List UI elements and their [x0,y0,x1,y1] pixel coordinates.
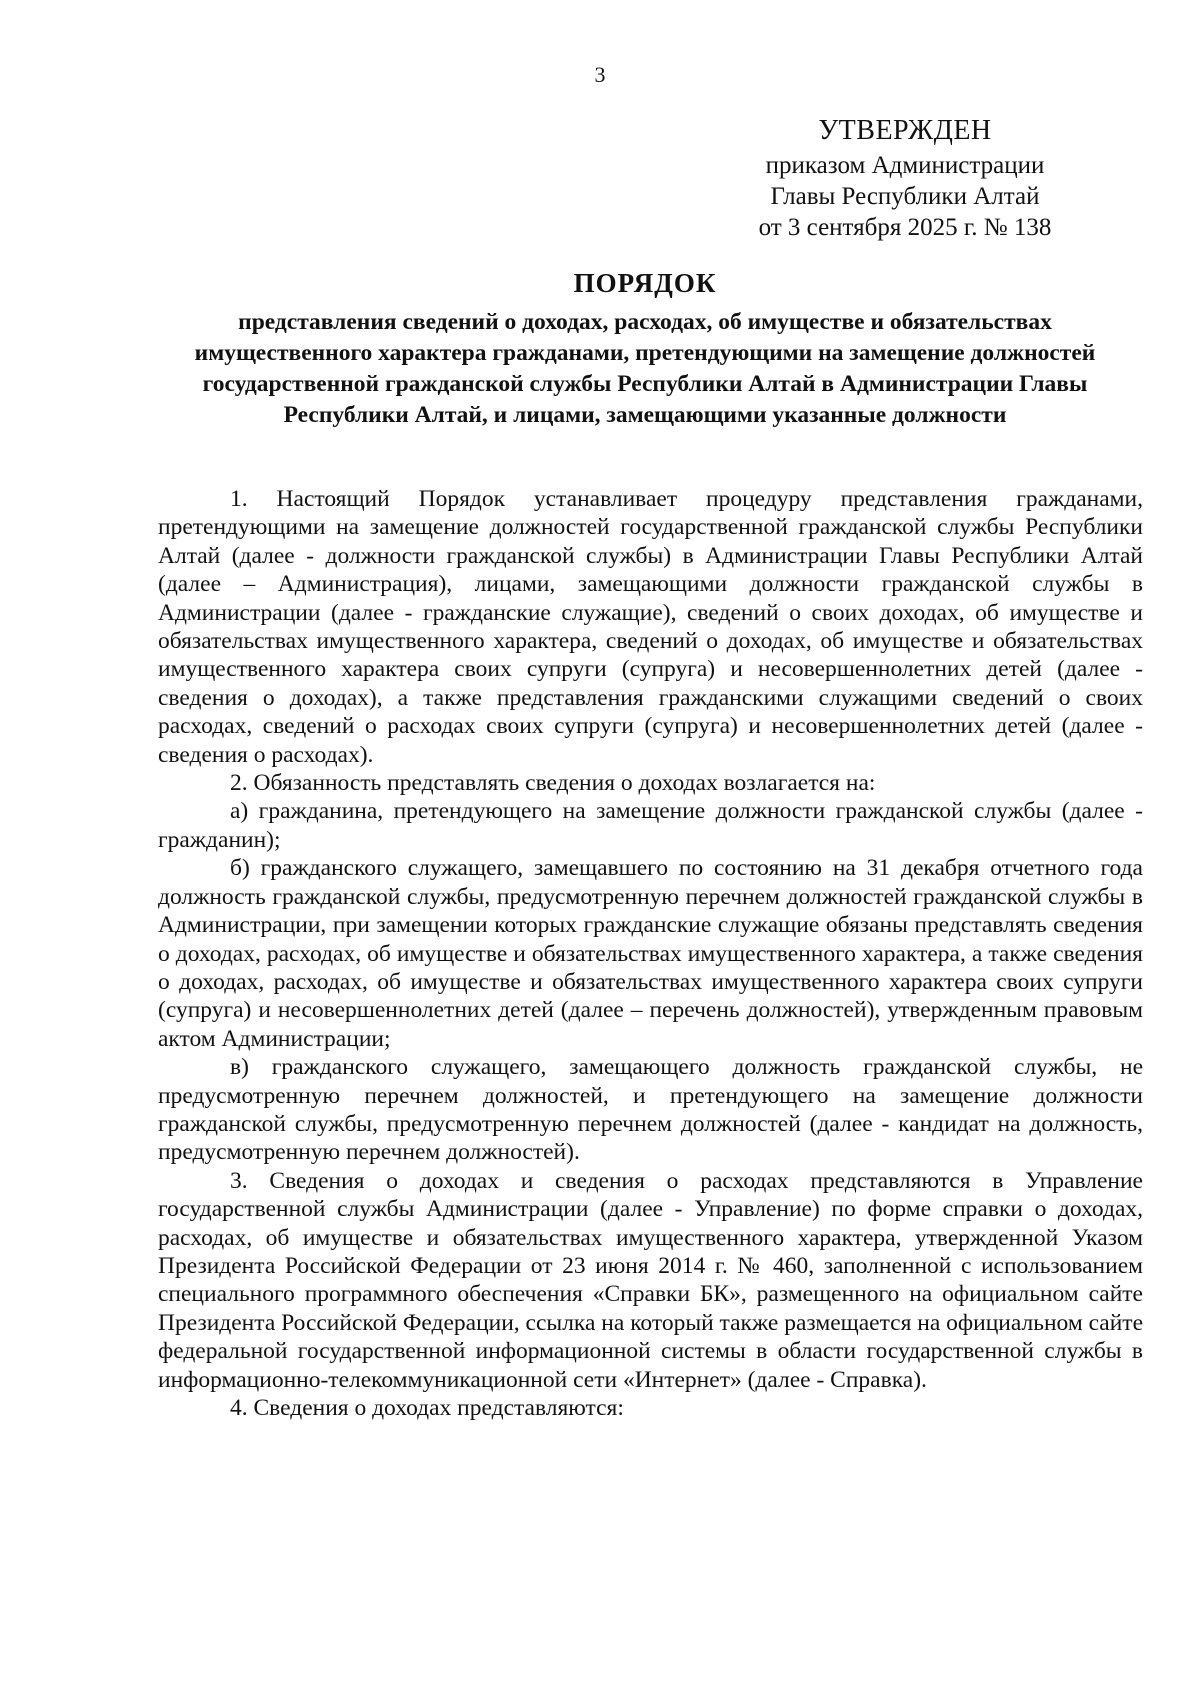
paragraph-4: 4. Сведения о доходах представляются: [230,1395,624,1421]
approval-line-2: Главы Республики Алтай [770,183,1040,210]
page-number: 3 [594,62,606,87]
approval-title: УТВЕРЖДЕН [818,115,992,146]
document-subtitle: представления сведений о доходах, расходах, об имуществе и обязательствах имущественного характера гражданами, претендующими на замещение должностей государственной гражданской службы Республики Алтай в Администрации Главы Республики Алтай, и лицами, замещающими указанные должности [194,309,1096,428]
approval-block [740,115,1070,243]
approval-line-1: приказом Администрации [765,152,1045,179]
paragraph-2b: б) гражданского служащего, замещавшего по состоянию на 31 декабря отчетного года должность гражданской службы, предусмотренную перечнем должностей гражданской службы в Администрации, при замещении которых гражданские служащие обязаны представлять сведения о доходах, расходах, об имуществе и обязательствах имущественного характера, а также сведения о доходах, расходах, об имуществе и обязательствах имущественного характера своих супруги (супруга) и несовершеннолетних детей (далее – перечень должностей), утвержденным правовым актом Администрации; [158,855,1143,1052]
paragraph-2a: а) гражданина, претендующего на замещение должности гражданской службы (далее - гражданин); [158,798,1143,853]
paragraph-1: 1. Настоящий Порядок устанавливает процедуру представления гражданами, претендующими на замещение должностей государственной гражданской службы Республики Алтай (далее - должности гражданской службы) в Администрации Главы Республики Алтай (далее – Администрация), лицами, замещающими должности гражданской службы в Администрации (далее - гражданские служащие), сведений о своих доходах, об имуществе и обязательствах имущественного характера, сведений о доходах, об имуществе и обязательствах имущественного характера своих супруги (супруга) и несовершеннолетних детей (далее - сведения о доходах), а также представления гражданскими служащими сведений о своих расходах, сведений о расходах своих супруги (супруга) и несовершеннолетних детей (далее - сведения о расходах). [158,486,1143,768]
document-title: ПОРЯДОК [573,268,717,298]
paragraph-2c: в) гражданского служащего, замещающего должность гражданской службы, не предусмотренную перечнем должностей, и претендующего на замещение должности гражданской службы, предусмотренную перечнем должностей (далее - кандидат на должность, предусмотренную перечнем должностей). [158,1054,1143,1166]
paragraph-3: 3. Сведения о доходах и сведения о расходах представляются в Управление государственной службы Администрации (далее - Управление) по форме справки о доходах, расходах, об имуществе и обязательствах имущественного характера, утвержденной Указом Президента Российской Федерации от 23 июня 2014 г. № 460, заполненной с использованием специального программного обеспечения «Справки БК», размещенного на официальном сайте Президента Российской Федерации, ссылка на который также размещается на официальном сайте федеральной государственной информационной системы в области государственной службы в информационно-телекоммуникационной сети «Интернет» (далее - Справка). [158,1167,1143,1393]
approval-line-3: от 3 сентября 2025 г. № 138 [758,214,1052,241]
document-body [158,485,1143,1422]
paragraph-2: 2. Обязанность представлять сведения о доходах возлагается на: [230,770,876,797]
document-heading [150,268,1140,431]
